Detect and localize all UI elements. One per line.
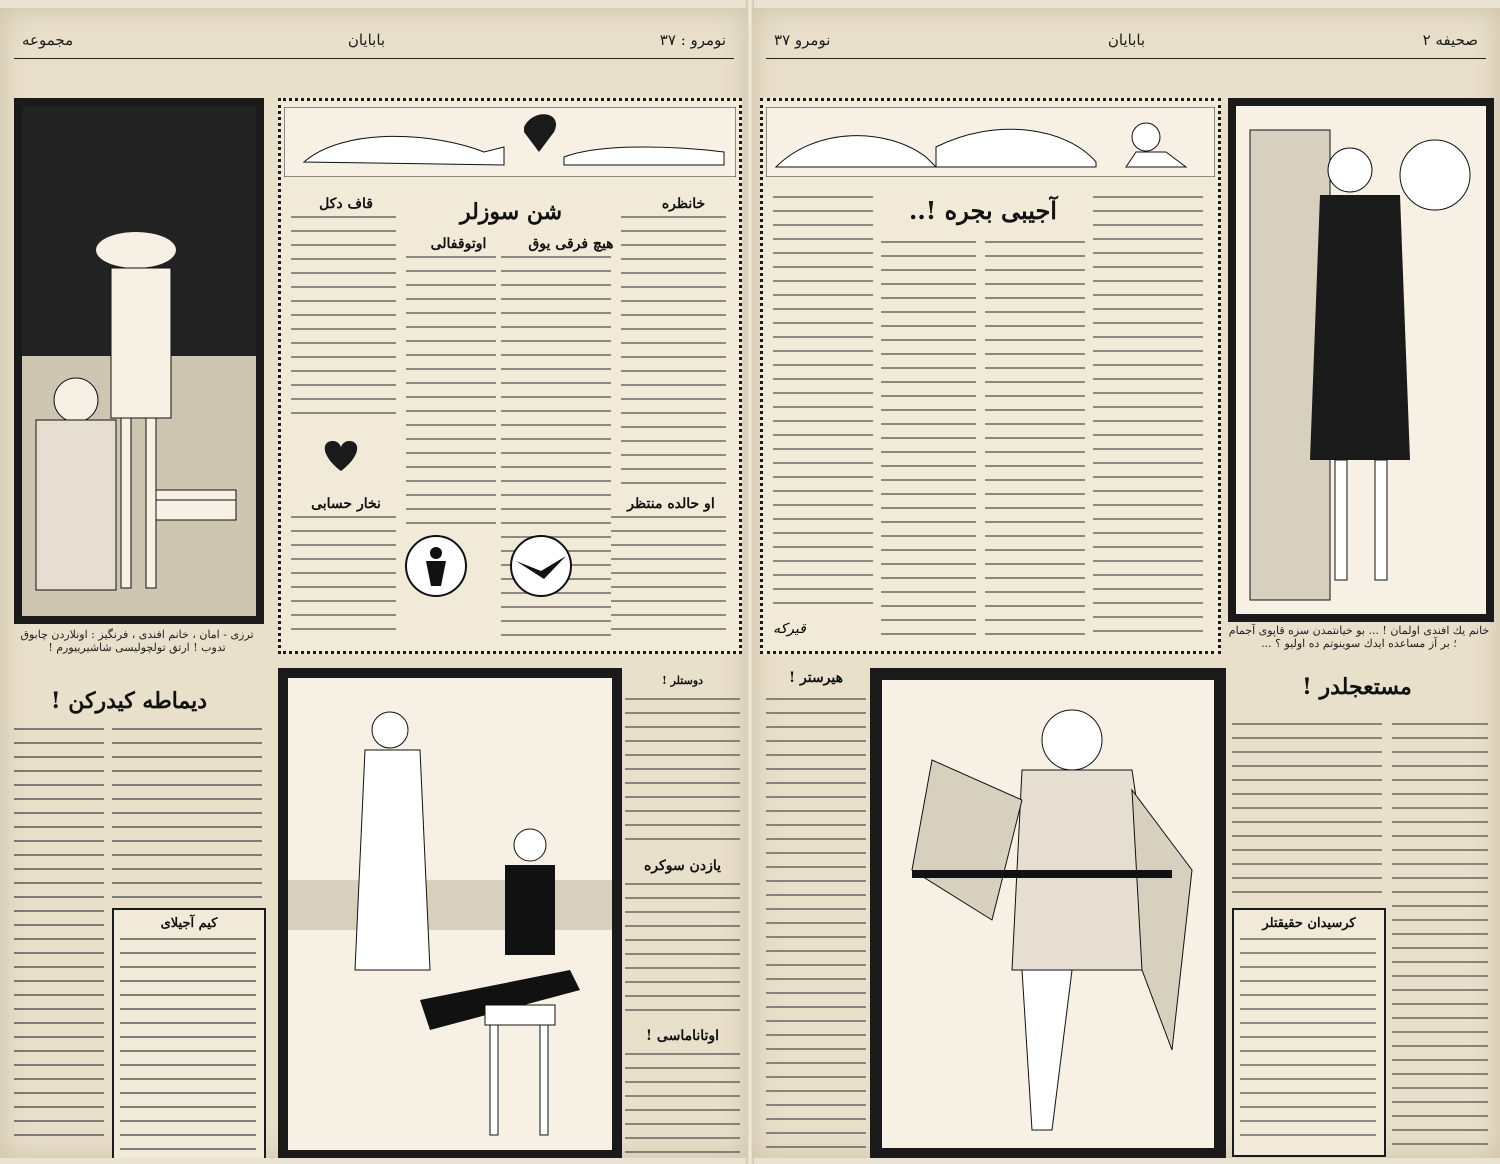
tailor-illustration [14, 98, 264, 624]
window-story-col-4 [773, 196, 873, 616]
page-issue-number: نومرو : ۳۷ [659, 31, 726, 49]
story-title-2: هیچ فرقی یوق [528, 236, 614, 252]
bird-medallion-icon [506, 531, 576, 601]
cupids-art [766, 107, 1215, 177]
short-text-3 [625, 1053, 740, 1153]
window-story-col-3 [881, 241, 976, 636]
left-page [0, 8, 748, 1158]
magazine-name-right: بابایان [1107, 31, 1146, 49]
window-story-title: آجیبی بجره !.. [909, 196, 1057, 225]
story-title-1: خانظره [661, 196, 706, 212]
story-title-4: قاف دکل [319, 196, 373, 212]
story-text-5 [291, 516, 396, 636]
window-story-box [760, 98, 1221, 654]
left-column-title: دیماطه کیدرکن ! [50, 688, 208, 714]
story-title-6: او حالده منتظر [627, 496, 715, 512]
feather-dress-illustration-art [872, 670, 1224, 1158]
framed-text-box [112, 908, 266, 1158]
hysterical-text [766, 698, 866, 1153]
feather-dress-illustration [870, 668, 1226, 1158]
conversation-illustration-art [280, 670, 620, 1158]
urgent-text-a [1232, 723, 1382, 893]
hysterical-title: هیرستر ! [788, 670, 844, 686]
short-stories-title: شن سوزلر [459, 199, 563, 225]
story-title-5: نخار حسابی [311, 496, 381, 512]
tailor-caption: ترزی - امان ، خانم افندی ، فرنگیز : اونلاردن چابوق تدوب ! ارتق تولچولیسی شاشیرییورم ! [20, 628, 254, 654]
truths-box [1232, 908, 1386, 1157]
magazine-name: بابایان [347, 31, 386, 49]
door-caption: خانم یك افندی اولمان ! ... بو خیانتمدن سزه قاپوی آجمام ؛ بر آز مساعده ایدك سوینوتم ده اوليو ؟ ... [1228, 624, 1490, 650]
tailor-illustration-art [16, 100, 262, 622]
short-text-title-1: دوستلر ! [661, 674, 704, 687]
story-text-4 [291, 216, 396, 416]
right-page-header [766, 22, 1486, 59]
couple-heart-icon [311, 421, 371, 481]
left-column-text-b [112, 728, 262, 898]
urgent-text-b [1392, 723, 1488, 1153]
window-story-signature: قیرکه [773, 621, 806, 637]
page-issue-number-right: نومرو ۳۷ [774, 31, 831, 49]
window-story-col-2 [985, 241, 1085, 636]
conversation-illustration [278, 668, 622, 1158]
right-page [752, 8, 1500, 1158]
story-title-3: اوتوقفالی [430, 236, 487, 252]
short-text-title-3: اوتاناماسی ! [645, 1028, 720, 1044]
story-text-3 [406, 256, 496, 526]
reclining-figures-art [284, 107, 736, 177]
page-label: مجموعه [22, 31, 74, 49]
urgent-title: مستعجلدر ! [1302, 674, 1412, 700]
story-text-6 [611, 516, 726, 636]
seated-figure-medallion-icon [401, 531, 471, 601]
framed-box-title: کیم آجیلای [160, 916, 218, 931]
story-text-1 [621, 216, 726, 491]
short-text-title-2: یازدن سوکره [644, 858, 721, 874]
page-label-right: صحیفه ۲ [1422, 31, 1478, 49]
left-page-header [14, 22, 734, 59]
short-text-1 [625, 698, 740, 848]
window-story-col-1 [1093, 196, 1203, 636]
short-stories-box [278, 98, 742, 654]
left-column-text-a [14, 728, 104, 1148]
door-illustration-art [1230, 100, 1492, 620]
truths-box-title: کرسیدان حقیقتلر [1262, 916, 1356, 931]
door-illustration [1228, 98, 1494, 622]
short-text-2 [625, 883, 740, 1018]
